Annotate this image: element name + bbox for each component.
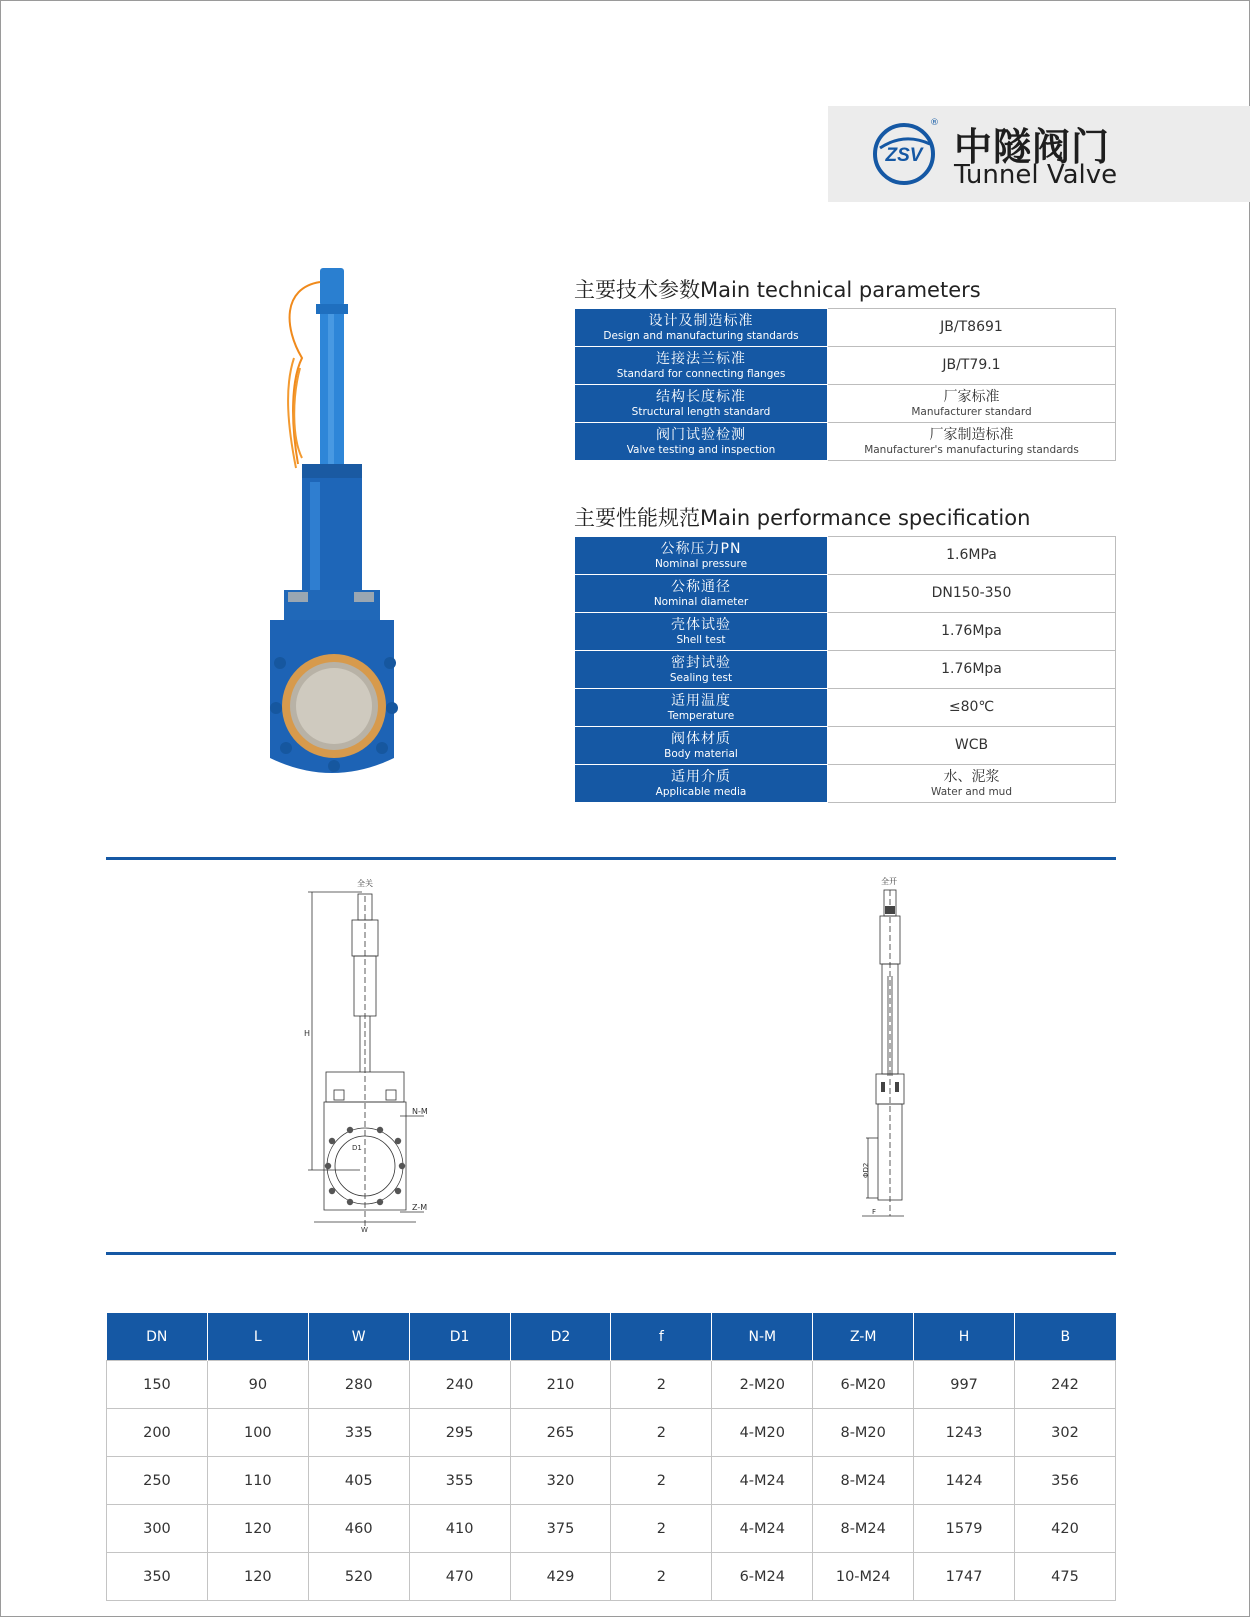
table-cell: 335: [308, 1409, 409, 1457]
param-label-cn: 设计及制造标准: [648, 312, 754, 329]
table-row: [575, 613, 1116, 651]
table-row: [107, 1505, 1116, 1553]
table-cell: 100: [207, 1409, 308, 1457]
param-label-cn: 阀门试验检测: [656, 426, 746, 443]
perf-spec-title: 主要性能规范Main performance specification: [574, 506, 1031, 530]
table-row: [107, 1361, 1116, 1409]
param-value-en: Manufacturer standard: [911, 405, 1032, 418]
spec-label-cn: 壳体试验: [671, 616, 731, 633]
table-row: [575, 575, 1116, 613]
table-row: [575, 765, 1116, 803]
spec-label-cn: 密封试验: [671, 654, 731, 671]
table-cell: 470: [409, 1553, 510, 1601]
logo-letters: ZSV: [885, 145, 923, 166]
spec-label-en: Nominal diameter: [653, 595, 749, 608]
divider-bottom: [106, 1252, 1116, 1255]
table-cell: 1579: [914, 1505, 1015, 1553]
table-cell: 375: [510, 1505, 611, 1553]
column-header: D2: [510, 1313, 611, 1361]
table-row: [575, 309, 1116, 347]
spec-label-en: Body material: [664, 747, 738, 760]
dim-label-d1: D1: [352, 1144, 362, 1152]
table-header-row: [107, 1313, 1116, 1361]
dimension-table: [106, 1313, 1116, 1601]
param-label-cn: 结构长度标准: [656, 388, 746, 405]
table-cell: 405: [308, 1457, 409, 1505]
front-top-label: 全关: [357, 879, 373, 888]
spec-label-en: Applicable media: [655, 785, 747, 798]
table-cell: 2: [611, 1553, 712, 1601]
table-cell: 8-M24: [813, 1505, 914, 1553]
table-row: [107, 1457, 1116, 1505]
spec-value: WCB: [954, 737, 989, 753]
table-cell: 520: [308, 1553, 409, 1601]
column-header: N-M: [712, 1313, 813, 1361]
table-cell: 8-M20: [813, 1409, 914, 1457]
side-top-label: 全开: [881, 877, 897, 886]
table-cell: 4-M24: [712, 1457, 813, 1505]
dim-label-h: H: [304, 1029, 311, 1038]
dim-label-nm: N-M: [412, 1107, 428, 1116]
table-row: [575, 651, 1116, 689]
table-cell: 295: [409, 1409, 510, 1457]
table-row: [575, 385, 1116, 423]
spec-value: ≤80℃: [948, 699, 995, 715]
column-header: W: [308, 1313, 409, 1361]
table-cell: 1747: [914, 1553, 1015, 1601]
table-cell: 997: [914, 1361, 1015, 1409]
logo-banner: [828, 106, 1250, 202]
param-value: 厂家标准: [943, 388, 1000, 405]
table-cell: 8-M24: [813, 1457, 914, 1505]
table-cell: 210: [510, 1361, 611, 1409]
param-label-en: Design and manufacturing standards: [603, 329, 799, 342]
table-cell: 4-M24: [712, 1505, 813, 1553]
table-row: [575, 347, 1116, 385]
divider-top: [106, 857, 1116, 860]
table-row: [575, 423, 1116, 461]
table-cell: 475: [1015, 1553, 1116, 1601]
spec-label-en: Nominal pressure: [654, 557, 748, 570]
table-cell: 150: [107, 1361, 208, 1409]
brand-name-cn: 中隧阀门: [954, 125, 1111, 169]
column-header: H: [914, 1313, 1015, 1361]
product-photo: [262, 268, 422, 788]
spec-label-cn: 适用介质: [671, 768, 731, 785]
param-label-en: Standard for connecting flanges: [616, 367, 786, 380]
table-cell: 320: [510, 1457, 611, 1505]
table-cell: 410: [409, 1505, 510, 1553]
side-view-drawing: [858, 876, 918, 1232]
zsv-logo-icon: [872, 122, 936, 186]
registered-mark: ®: [930, 118, 939, 128]
param-value: 厂家制造标准: [929, 426, 1014, 443]
table-cell: 242: [1015, 1361, 1116, 1409]
column-header: f: [611, 1313, 712, 1361]
table-row: [575, 727, 1116, 765]
table-cell: 280: [308, 1361, 409, 1409]
table-cell: 350: [107, 1553, 208, 1601]
spec-value: DN150-350: [931, 585, 1012, 601]
table-cell: 302: [1015, 1409, 1116, 1457]
table-cell: 10-M24: [813, 1553, 914, 1601]
spec-label-cn: 适用温度: [671, 692, 731, 709]
spec-value: 1.76Mpa: [941, 661, 1002, 677]
table-row: [107, 1409, 1116, 1457]
dim-label-w: W: [361, 1226, 368, 1232]
table-cell: 356: [1015, 1457, 1116, 1505]
table-cell: 120: [207, 1553, 308, 1601]
param-value-en: Manufacturer's manufacturing standards: [864, 443, 1079, 456]
table-cell: 1424: [914, 1457, 1015, 1505]
param-label-en: Structural length standard: [631, 405, 771, 418]
dim-label-zm: Z-M: [412, 1203, 428, 1212]
table-cell: 300: [107, 1505, 208, 1553]
table-cell: 90: [207, 1361, 308, 1409]
table-cell: 240: [409, 1361, 510, 1409]
dim-label-f: F: [872, 1208, 877, 1216]
table-cell: 120: [207, 1505, 308, 1553]
spec-value: 1.6MPa: [946, 547, 997, 563]
table-cell: 429: [510, 1553, 611, 1601]
table-cell: 200: [107, 1409, 208, 1457]
table-cell: 2: [611, 1409, 712, 1457]
table-cell: 110: [207, 1457, 308, 1505]
spec-label-cn: 公称通径: [671, 578, 731, 595]
column-header: B: [1015, 1313, 1116, 1361]
spec-label-cn: 公称压力PN: [660, 540, 742, 557]
spec-label-cn: 阀体材质: [671, 730, 731, 747]
table-cell: 4-M20: [712, 1409, 813, 1457]
spec-label-en: Temperature: [667, 709, 735, 722]
tech-params-title: 主要技术参数Main technical parameters: [574, 278, 981, 302]
table-row: [107, 1553, 1116, 1601]
tech-params-table: [574, 308, 1116, 461]
table-cell: 2: [611, 1361, 712, 1409]
param-label-en: Valve testing and inspection: [626, 443, 776, 456]
table-cell: 2-M20: [712, 1361, 813, 1409]
table-cell: 420: [1015, 1505, 1116, 1553]
front-view-drawing: [300, 876, 440, 1232]
table-cell: 6-M24: [712, 1553, 813, 1601]
table-row: [575, 689, 1116, 727]
table-cell: 2: [611, 1457, 712, 1505]
table-cell: 460: [308, 1505, 409, 1553]
column-header: L: [207, 1313, 308, 1361]
column-header: DN: [107, 1313, 208, 1361]
column-header: Z-M: [813, 1313, 914, 1361]
table-cell: 1243: [914, 1409, 1015, 1457]
table-row: [575, 537, 1116, 575]
table-cell: 355: [409, 1457, 510, 1505]
brand-name-en: Tunnel Valve: [954, 160, 1118, 190]
spec-label-en: Sealing test: [669, 671, 733, 684]
param-value: JB/T79.1: [942, 357, 1001, 373]
column-header: D1: [409, 1313, 510, 1361]
table-cell: 265: [510, 1409, 611, 1457]
spec-label-en: Shell test: [676, 633, 726, 646]
table-cell: 250: [107, 1457, 208, 1505]
perf-spec-table: [574, 536, 1116, 803]
table-cell: 6-M20: [813, 1361, 914, 1409]
dim-label-d2: ΦD2: [862, 1162, 870, 1178]
spec-value-en: Water and mud: [930, 785, 1013, 798]
spec-value: 水、泥浆: [943, 768, 1000, 785]
spec-value: 1.76Mpa: [941, 623, 1002, 639]
param-value: JB/T8691: [940, 319, 1003, 335]
param-label-cn: 连接法兰标准: [656, 350, 746, 367]
table-cell: 2: [611, 1505, 712, 1553]
